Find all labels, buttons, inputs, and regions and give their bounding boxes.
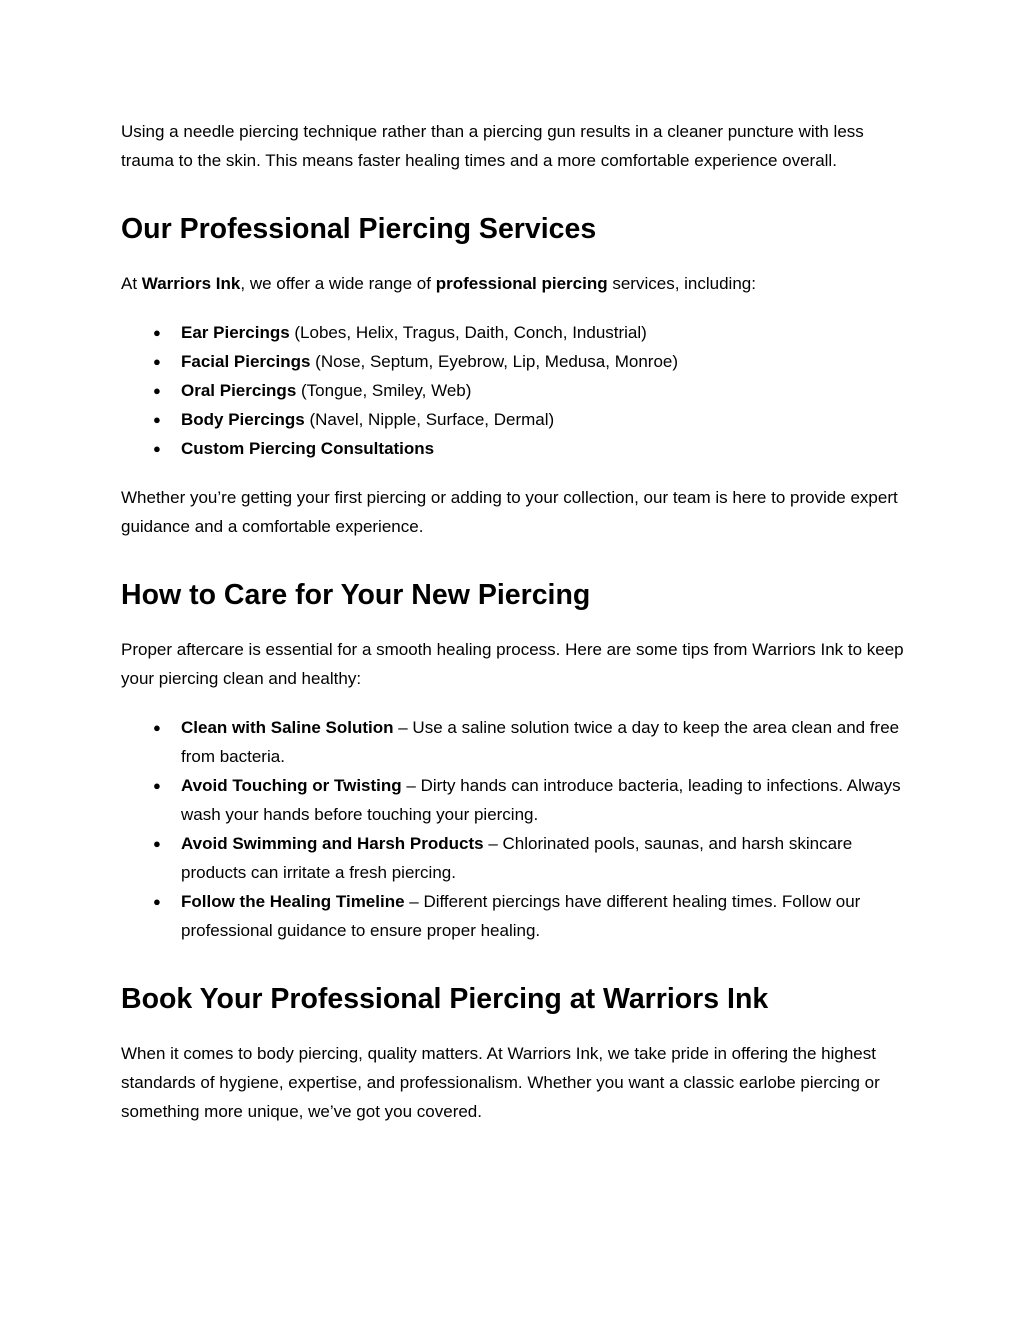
bullet-icon: ● — [153, 778, 161, 793]
bullet-icon: ● — [153, 720, 161, 735]
list-item-detail: – Chlorinated pools, saunas, and harsh skincare products can irritate a fresh piercing. — [181, 834, 853, 882]
services-intro-middle: , we offer a wide range of — [240, 274, 436, 293]
care-intro-paragraph: Proper aftercare is essential for a smooth healing process. Here are some tips from Warriors Ink to keep your piercing clean and healthy: — [121, 640, 904, 688]
services-intro-paragraph — [121, 269, 911, 298]
bullet-icon: ● — [153, 441, 161, 456]
list-item-detail: – Use a saline solution twice a day to keep the area clean and free from bacteria. — [181, 718, 900, 766]
list-item-detail: – Different piercings have different healing times. Follow our professional guidance to ensure proper healing. — [181, 892, 861, 940]
care-list — [121, 713, 911, 945]
bullet-icon: ● — [153, 325, 161, 340]
list-item-title: Body Piercings — [181, 410, 305, 429]
bullet-icon: ● — [153, 412, 161, 427]
list-item — [121, 318, 911, 347]
list-item-title: Custom Piercing Consultations — [181, 439, 435, 458]
list-item — [121, 405, 911, 434]
brand-name: Warriors Ink — [141, 274, 241, 293]
list-item — [121, 713, 911, 771]
list-item-title: Avoid Touching or Twisting — [181, 776, 402, 795]
bullet-icon: ● — [153, 894, 161, 909]
services-intro-suffix: services, including: — [607, 274, 756, 293]
list-item — [121, 887, 911, 945]
list-item — [121, 434, 911, 463]
bullet-icon: ● — [153, 383, 161, 398]
list-item — [121, 771, 911, 829]
booking-paragraph: When it comes to body piercing, quality matters. At Warriors Ink, we take pride in offering the highest standards of hygiene, expertise, and professionalism. Whether you want a classic earlobe piercing or something more unique, we’ve got you covered. — [121, 1044, 880, 1121]
services-heading: Our Professional Piercing Services — [121, 213, 597, 245]
document-page — [121, 117, 911, 1126]
bullet-icon: ● — [153, 836, 161, 851]
professional-piercing-text: professional piercing — [435, 274, 608, 293]
list-item-title: Ear Piercings — [181, 323, 290, 342]
list-item — [121, 829, 911, 887]
list-item-title: Clean with Saline Solution — [181, 718, 394, 737]
intro-paragraph: Using a needle piercing technique rather than a piercing gun results in a cleaner puncture with less trauma to the skin. This means faster healing times and a more comfortable experience overall. — [121, 122, 864, 170]
list-item — [121, 347, 911, 376]
list-item-detail: – Dirty hands can introduce bacteria, leading to infections. Always wash your hands before touching your piercing. — [181, 776, 901, 824]
list-item — [121, 376, 911, 405]
booking-heading: Book Your Professional Piercing at Warriors Ink — [121, 983, 769, 1015]
list-item-title: Oral Piercings — [181, 381, 297, 400]
services-list — [121, 318, 911, 463]
list-item-title: Facial Piercings — [181, 352, 311, 371]
bullet-icon: ● — [153, 354, 161, 369]
list-item-detail: (Tongue, Smiley, Web) — [296, 381, 472, 400]
services-intro-prefix: At — [121, 274, 142, 293]
care-heading: How to Care for Your New Piercing — [121, 579, 591, 611]
list-item-detail: (Nose, Septum, Eyebrow, Lip, Medusa, Monroe) — [310, 352, 679, 371]
list-item-title: Follow the Healing Timeline — [181, 892, 405, 911]
list-item-detail: (Navel, Nipple, Surface, Dermal) — [304, 410, 555, 429]
list-item-title: Avoid Swimming and Harsh Products — [181, 834, 484, 853]
list-item-detail: (Lobes, Helix, Tragus, Daith, Conch, Industrial) — [289, 323, 647, 342]
services-outro-paragraph: Whether you’re getting your first piercing or adding to your collection, our team is here to provide expert guidance and a comfortable experience. — [121, 488, 898, 536]
